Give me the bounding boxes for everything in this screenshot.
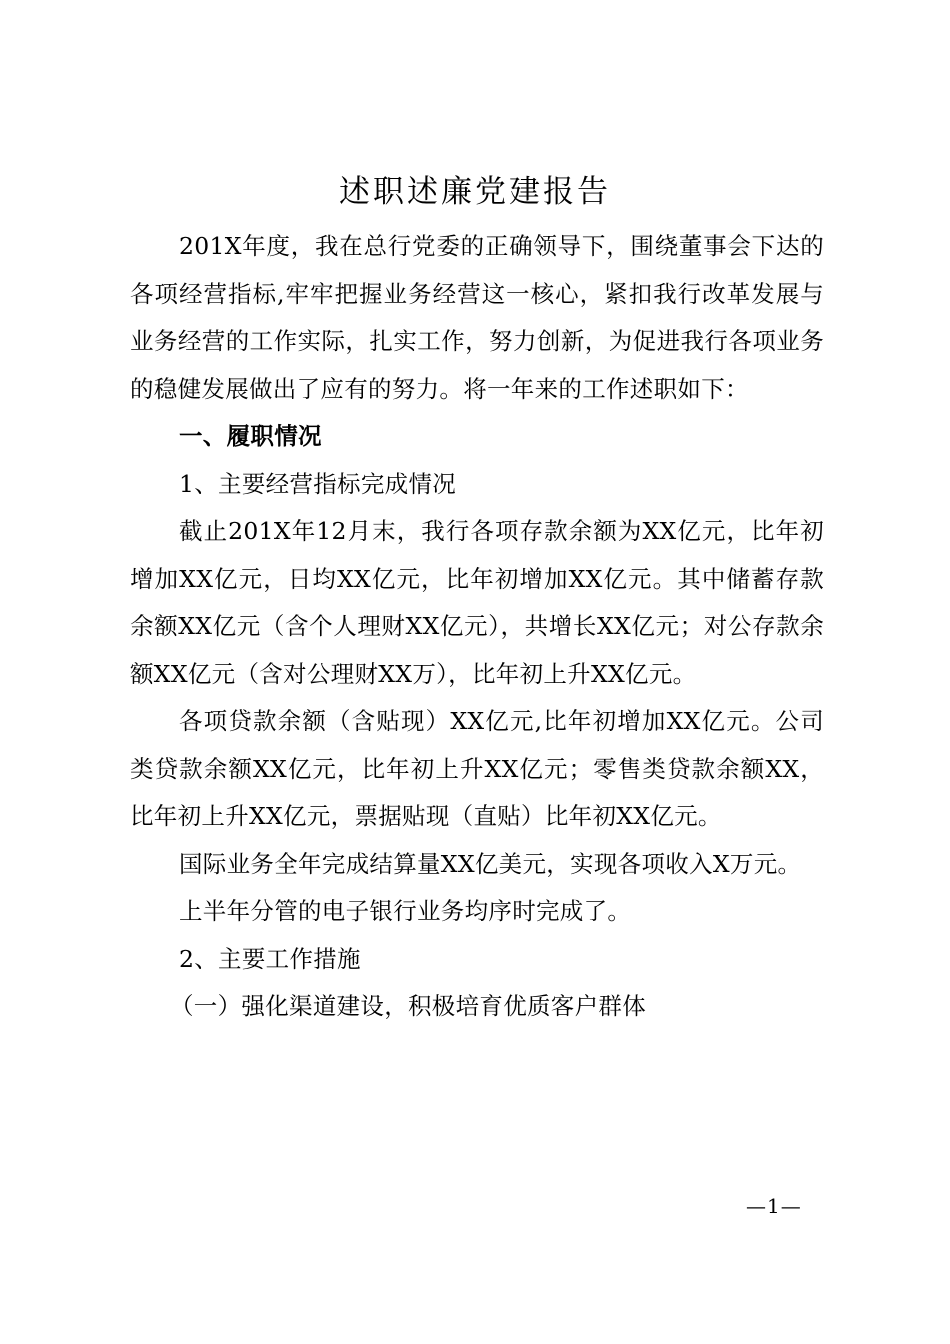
international-business-paragraph: 国际业务全年完成结算量XX亿美元，实现各项收入X万元。 [179, 849, 802, 878]
intro-paragraph: 201X年度，我在总行党委的正确领导下，围绕董事会下达的各项经营指标,牢牢把握业务经营这一核心，紧扣我行改革发展与业务经营的工作实际，扎实工作，努力创新，为促进我行各项业务的稳健发展做出了应有的努力。将一年来的工作述职如下： [130, 232, 824, 403]
page-number: —1— [746, 1194, 802, 1218]
e-banking-paragraph: 上半年分管的电子银行业务均序时完成了。 [179, 897, 632, 925]
measure-heading-channels: （一）强化渠道建设，积极培育优质客户群体 [170, 992, 646, 1020]
loans-paragraph: 各项贷款余额（含贴现）XX亿元,比年初增加XX亿元。公司类贷款余额XX亿元，比年初上升XX亿元；零售类贷款余额XX，比年初上升XX亿元，票据贴现（直贴）比年初XX亿元。 [130, 707, 824, 830]
deposits-paragraph: 截止201X年12月末，我行各项存款余额为XX亿元，比年初增加XX亿元，日均XX亿元，比年初增加XX亿元。其中储蓄存款余额XX亿元（含个人理财XX亿元），共增长XX亿元；对公存款余额XX亿元（含对公理财XX万），比年初上升XX亿元。 [130, 517, 824, 688]
section-heading-duties: 一、履职情况 [179, 422, 322, 450]
subsection-heading-indicators: 1、主要经营指标完成情况 [179, 469, 457, 498]
document-title: 述职述廉党建报告 [339, 174, 611, 210]
subsection-heading-measures: 2、主要工作措施 [179, 944, 361, 973]
document-body [130, 223, 824, 1031]
